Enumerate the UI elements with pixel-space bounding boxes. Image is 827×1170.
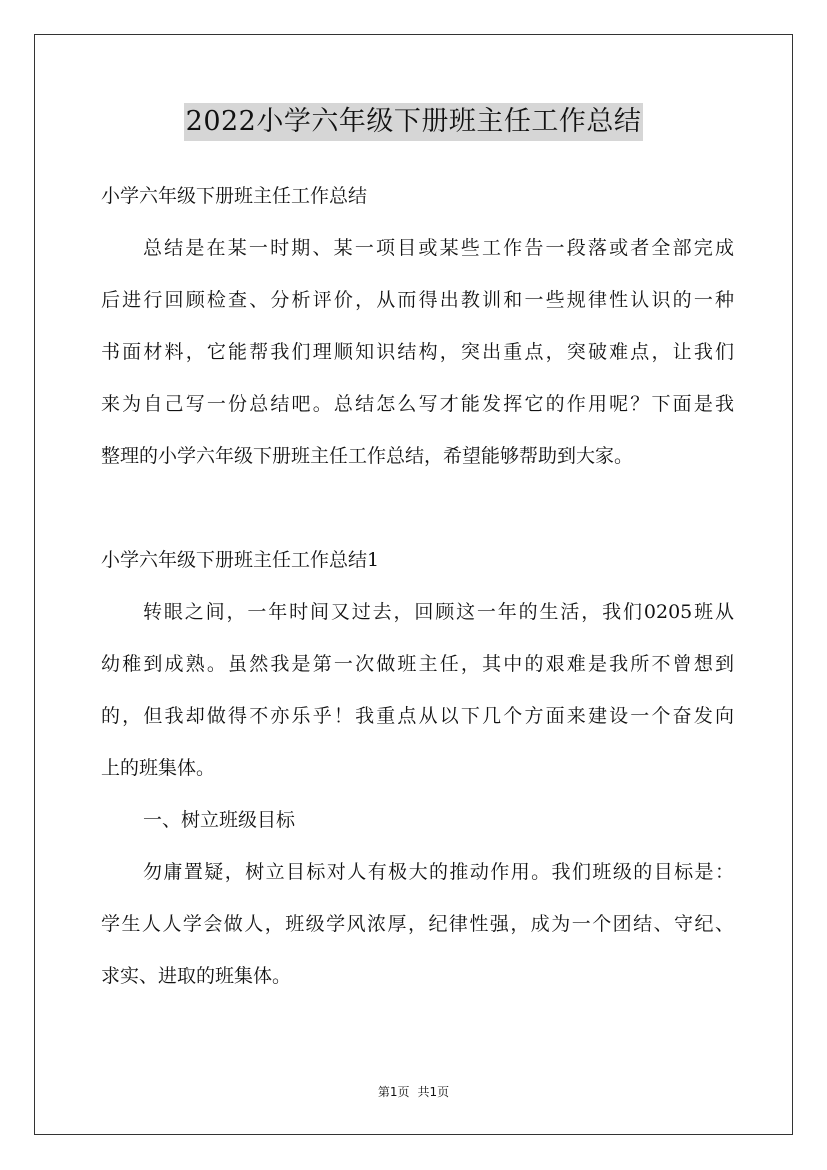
section-heading: 小学六年级下册班主任工作总结1: [101, 549, 380, 571]
paragraph-line: 幼稚到成熟。虽然我是第一次做班主任，其中的艰难是我所不曾想到: [101, 653, 734, 675]
paragraph-line: 后进行回顾检查、分析评价，从而得出教训和一些规律性认识的一种: [101, 289, 734, 311]
paragraph-line: 上的班集体。: [101, 757, 216, 779]
paragraph-line: 来为自己写一份总结吧。总结怎么写才能发挥它的作用呢？下面是我: [101, 393, 734, 415]
paragraph-line: 总结是在某一时期、某一项目或某些工作告一段落或者全部完成: [143, 237, 734, 259]
paragraph-line: 勿庸置疑，树立目标对人有极大的推动作用。我们班级的目标是：: [143, 861, 734, 883]
document-body: [101, 170, 734, 1002]
subsection-heading: 一、树立班级目标: [143, 809, 296, 831]
page-footer: [0, 1082, 827, 1102]
paragraph-line: 书面材料，它能帮我们理顺知识结构，突出重点，突破难点，让我们: [101, 341, 734, 363]
paragraph-line: 学生人人学会做人，班级学风浓厚，纪律性强，成为一个团结、守纪、: [101, 913, 734, 935]
paragraph-line: 求实、进取的班集体。: [101, 965, 292, 987]
paragraph-line: 转眼之间，一年时间又过去，回顾这一年的生活，我们0205班从: [143, 601, 734, 623]
document-title: 2022小学六年级下册班主任工作总结: [184, 103, 644, 141]
page-total: 共1页: [417, 1085, 450, 1099]
page-number: 第1页: [377, 1085, 410, 1099]
paragraph-line: 的，但我却做得不亦乐乎！我重点从以下几个方面来建设一个奋发向: [101, 705, 734, 727]
paragraph-line: 整理的小学六年级下册班主任工作总结，希望能够帮助到大家。: [101, 445, 634, 467]
paragraph-gap: [101, 482, 734, 534]
title-container: [0, 103, 827, 141]
section-heading: 小学六年级下册班主任工作总结: [101, 185, 368, 207]
